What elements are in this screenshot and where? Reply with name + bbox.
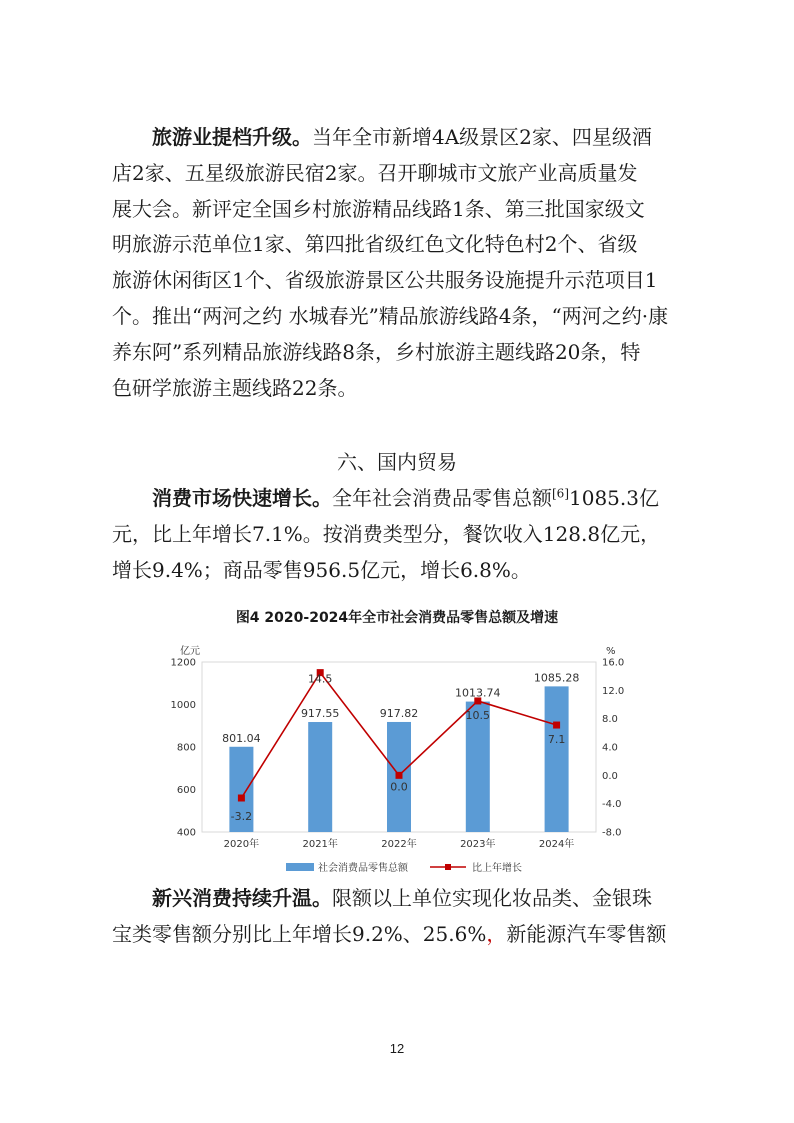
- legend-line-label: 比上年增长: [472, 863, 522, 874]
- paragraph-line: 色研学旅游主题线路22条。: [112, 375, 358, 400]
- category-label: 2023年: [460, 839, 496, 850]
- paragraph-emerging-consumption: [112, 881, 687, 953]
- bar: [545, 686, 569, 832]
- paragraph-line: 展大会。新评定全国乡村旅游精品线路1条、第三批国家级文: [112, 196, 645, 221]
- legend-line-marker: [445, 864, 451, 870]
- page-number: 12: [389, 1041, 405, 1056]
- paragraph-line: 宝类零售额分别比上年增长9.2%、25.6%，新能源汽车零售额: [112, 921, 667, 946]
- paragraph-line: 明旅游示范单位1家、第四批省级红色文化特色村2个、省级: [112, 232, 638, 257]
- legend-bar-label: 社会消费品零售总额: [318, 863, 408, 874]
- category-label: 2024年: [538, 839, 575, 850]
- left-tick-label: 1200: [170, 657, 196, 669]
- figure-title: 图4 2020-2024年全市社会消费品零售总额及增速: [235, 610, 559, 626]
- growth-marker: [396, 772, 403, 779]
- bar: [308, 722, 332, 832]
- left-tick-label: 400: [176, 827, 196, 839]
- legend-bar-swatch: [286, 863, 314, 871]
- left-tick-label: 600: [176, 785, 196, 796]
- bar-value-label: 1085.28: [533, 671, 580, 685]
- paragraph-line: 养东阿”系列精品旅游线路8条，乡村旅游主题线路20条，特: [112, 339, 641, 364]
- paragraph-line: 元，比上年增长7.1%。按消费类型分，餐饮收入128.8亿元，: [112, 521, 661, 546]
- growth-marker: [238, 795, 245, 802]
- paragraph-lead: 旅游业提档升级。: [152, 125, 312, 149]
- growth-value-label: 14.5: [307, 672, 333, 686]
- bar-value-label: 917.82: [379, 706, 419, 720]
- left-axis-unit: 亿元: [180, 646, 200, 657]
- bar-value-label: 801.04: [222, 731, 261, 745]
- paragraph-line: 旅游业提档升级。当年全市新增4A级景区2家、四星级酒: [152, 125, 652, 149]
- right-tick-label: 12.0: [602, 685, 625, 697]
- paragraph-line: 新兴消费持续升温。限额以上单位实现化妆品类、金银珠: [152, 886, 652, 910]
- legend: [286, 861, 522, 874]
- right-tick-label: 0.0: [602, 770, 618, 782]
- footnote-ref: [6]: [552, 486, 569, 501]
- right-tick-label: 16.0: [602, 657, 625, 669]
- paragraph-tourism: [112, 120, 687, 406]
- category-label: 2022年: [381, 839, 417, 850]
- bar-value-label: 1013.74: [455, 686, 501, 700]
- growth-marker: [553, 722, 560, 729]
- paragraph-lead: 消费市场快速增长。: [152, 486, 332, 510]
- growth-value-label: 0.0: [390, 780, 408, 794]
- paragraph-line: 店2家、五星级旅游民宿2家。召开聊城市文旅产业高质量发: [112, 160, 638, 185]
- paragraph-line: 消费市场快速增长。全年社会消费品零售总额[6]1085.3亿: [152, 486, 659, 510]
- category-label: 2020年: [223, 839, 260, 850]
- right-axis-unit: %: [606, 646, 616, 657]
- right-tick-label: 4.0: [602, 742, 618, 754]
- right-tick-label: -4.0: [602, 799, 622, 811]
- paragraph-line: 增长9.4%；商品零售956.5亿元，增长6.8%。: [112, 557, 531, 582]
- paragraph-line: 旅游休闲街区1个、省级旅游景区公共服务设施提升示范项目1: [112, 268, 658, 293]
- paragraph-line: 个。推出“两河之约 水城春光”精品旅游线路4条，“两河之约·康: [112, 303, 669, 328]
- right-tick-label: -8.0: [602, 827, 622, 839]
- retail-sales-chart: [160, 640, 636, 880]
- left-tick-label: 1000: [170, 700, 196, 711]
- category-label: 2021年: [302, 839, 338, 850]
- bar-value-label: 917.55: [300, 707, 340, 721]
- section-heading: 六、国内贸易: [337, 450, 457, 474]
- right-tick-label: 8.0: [602, 714, 618, 726]
- growth-value-label: -3.2: [230, 810, 253, 823]
- left-tick-label: 800: [176, 742, 196, 754]
- growth-value-label: 7.1: [547, 733, 566, 747]
- paragraph-lead: 新兴消费持续升温。: [152, 886, 332, 910]
- paragraph-consumer-market: [112, 481, 687, 588]
- growth-value-label: 10.5: [465, 708, 491, 722]
